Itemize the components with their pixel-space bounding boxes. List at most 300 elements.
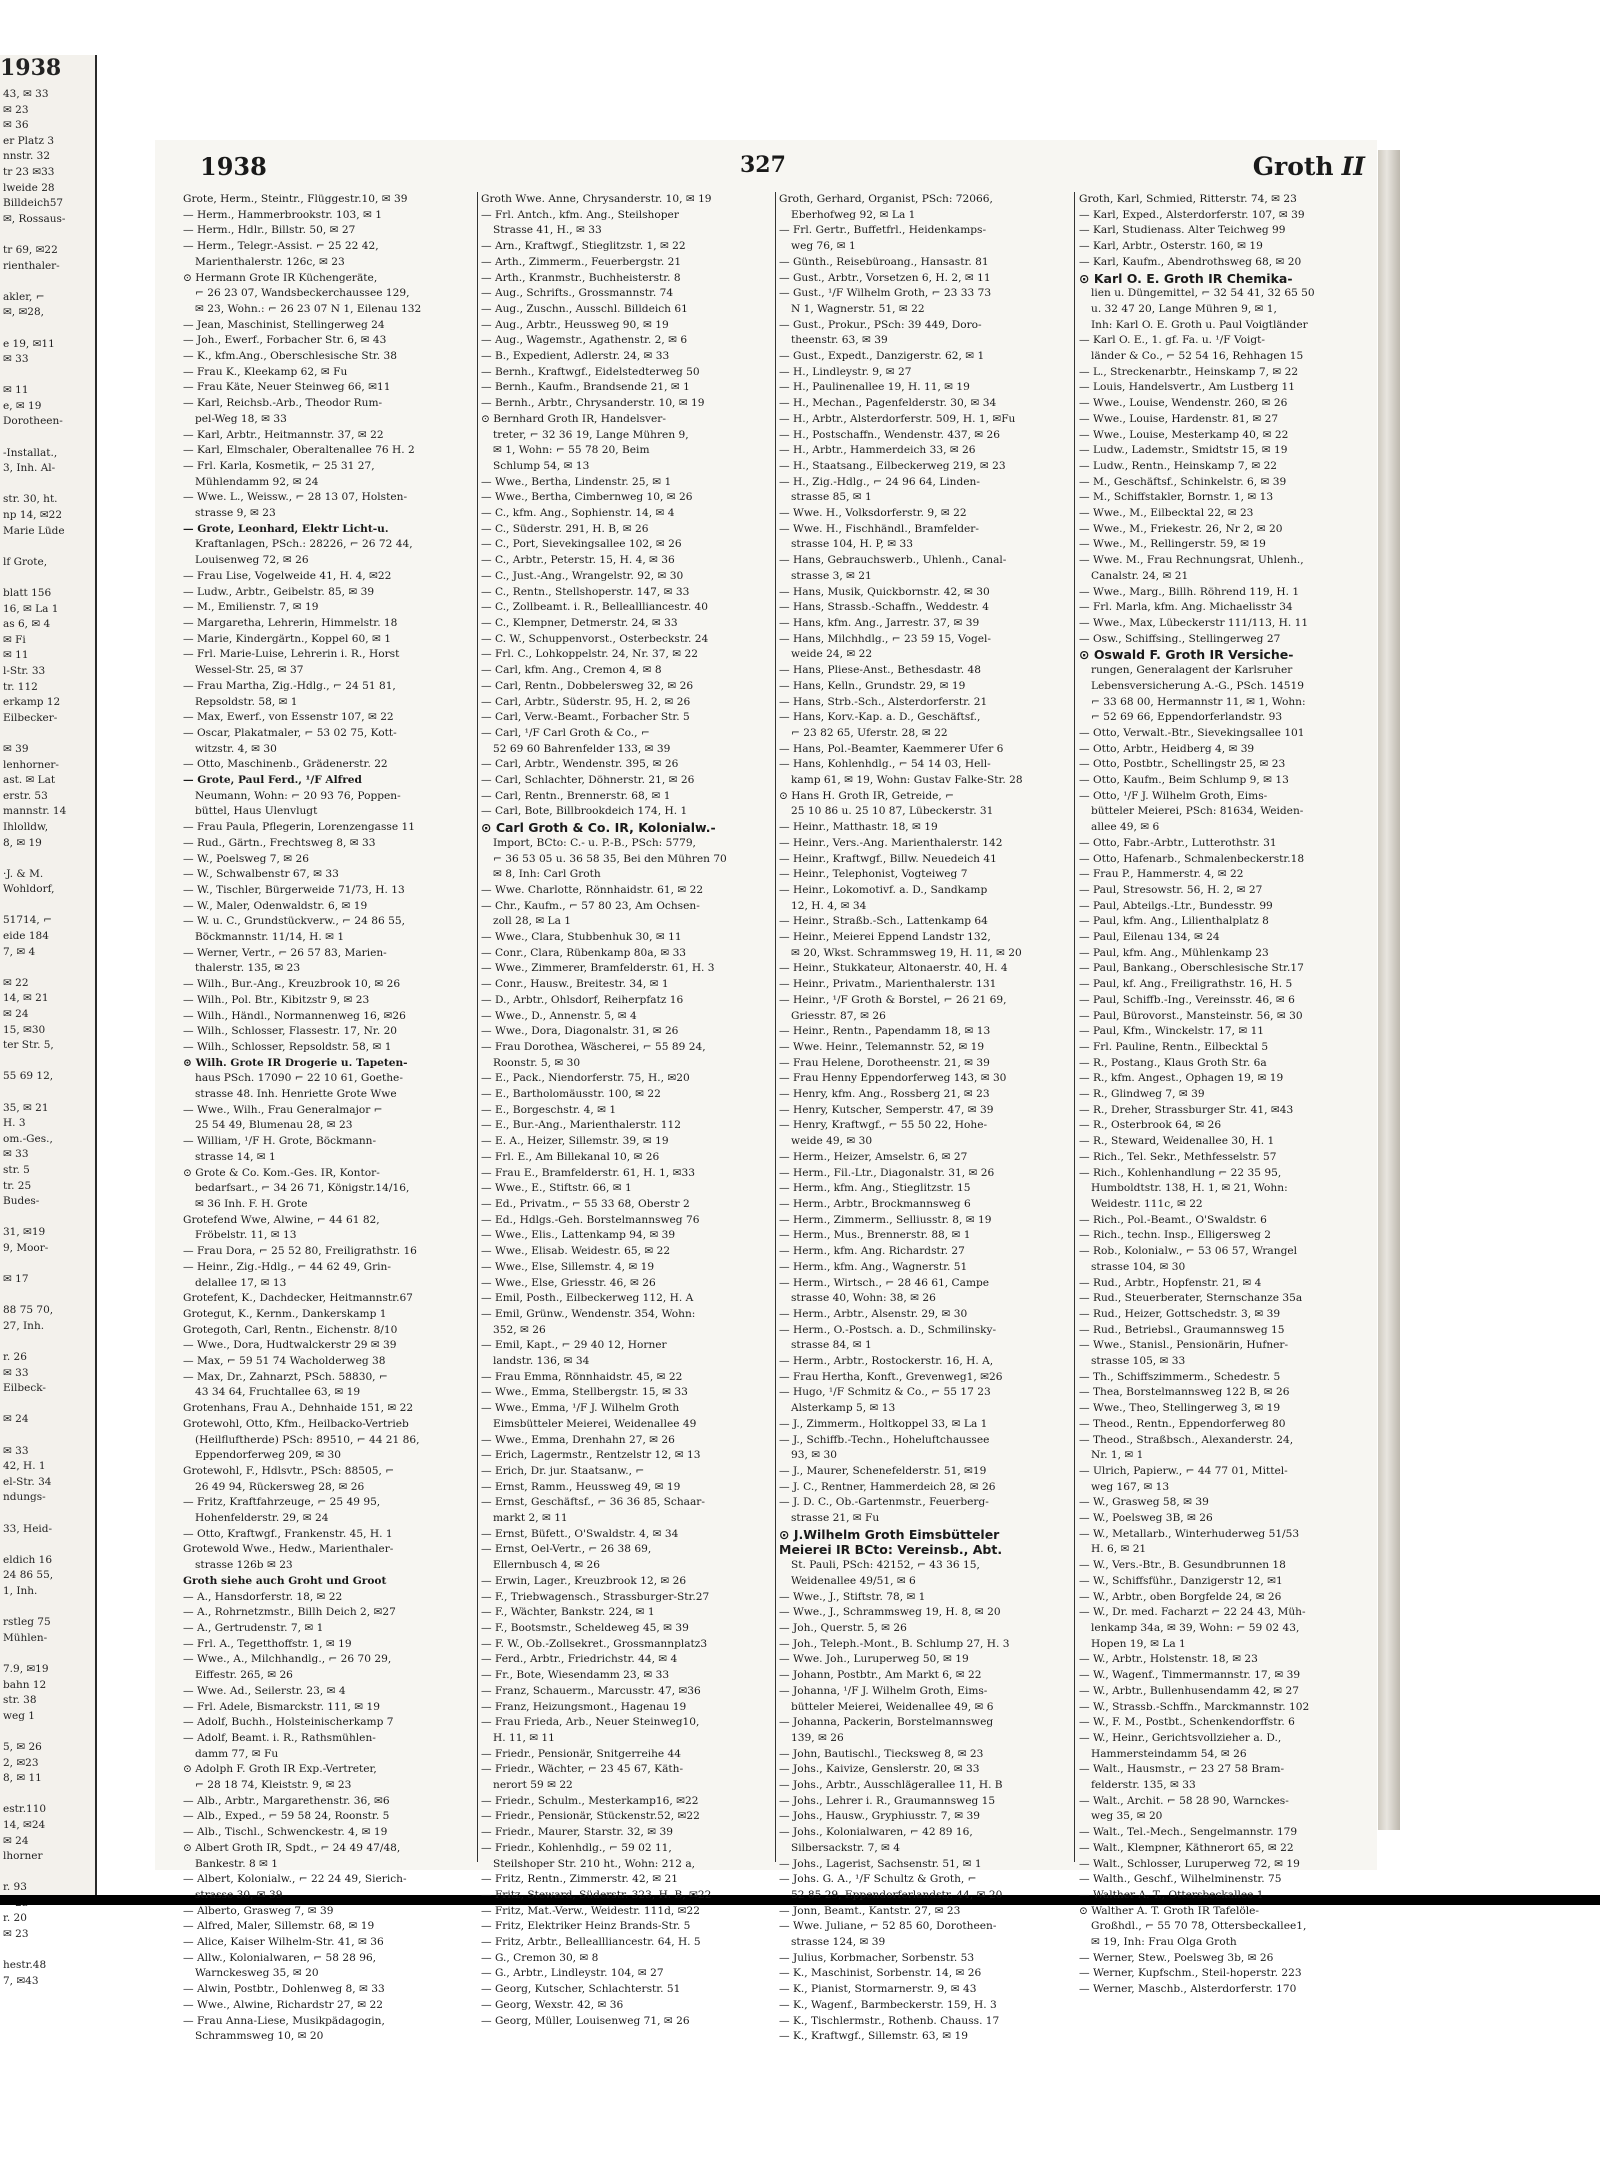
directory-entry: — Johann, Postbtr., Am Markt 6, ✉ 22 (779, 1669, 982, 1682)
directory-entry: — Friedr., Maurer, Starstr. 32, ✉ 39 (481, 1826, 673, 1839)
directory-entry: — Wwe., Else, Griesstr. 46, ✉ 26 (481, 1276, 656, 1289)
entry-continuation: ✉ 1, Wohn: ⌐ 55 78 20, Beim (493, 444, 650, 457)
facing-page-line: Wohldorf, (3, 883, 55, 896)
directory-entry: — Heinr., Privatm., Marienthalerstr. 131 (779, 978, 997, 991)
directory-entry: Grotegoth, Carl, Rentn., Eichenstr. 8/10 (183, 1323, 398, 1336)
directory-entry: — J. D. C., Ob.-Gartenmstr., Feuerberg- (779, 1496, 989, 1509)
directory-entry: — Walth., Geschf., Wilhelminenstr. 75 (1079, 1873, 1282, 1886)
directory-entry: — Wwe. Joh., Luruperweg 50, ✉ 19 (779, 1653, 969, 1666)
directory-entry: — Walther A. T., Ottersbeckallee 1 (1079, 1888, 1264, 1901)
directory-entry: — Alice, Kaiser Wilhelm-Str. 41, ✉ 36 (183, 1936, 384, 1949)
directory-entry: — K., Tischlermstr., Rothenb. Chauss. 17 (779, 2014, 1000, 2027)
facing-page-line (0, 1787, 95, 1803)
entry-continuation: Eimsbütteler Meierei, Weidenallee 49 (493, 1417, 697, 1430)
entry-continuation: strasse 85, ✉ 1 (791, 491, 872, 504)
directory-entry: — Rich., Kohlenhandlung ⌐ 22 35 95, (1079, 1166, 1282, 1179)
facing-page-line: ✉ 24 (3, 1008, 29, 1021)
directory-entry: — C., Port, Sievekingsallee 102, ✉ 26 (481, 538, 682, 551)
directory-entry: — Herm., Mus., Brennerstr. 88, ✉ 1 (779, 1229, 971, 1242)
directory-entry: — Herm., Wirtsch., ⌐ 28 46 61, Campe (779, 1276, 990, 1289)
directory-entry: — Fritz, Steward, Süderstr. 323, H. B, ✉22 (481, 1888, 712, 1901)
entry-continuation: 93, ✉ 30 (791, 1449, 837, 1462)
directory-entry: Groth, Karl, Schmied, Ritterstr. 74, ✉ 23 (1079, 193, 1297, 205)
entry-continuation: Silbersackstr. 7, ✉ 4 (791, 1841, 901, 1854)
directory-entry: — L., Streckenarbtr., Heinskamp 7, ✉ 22 (1079, 365, 1299, 378)
directory-entry: — Johs., Kaivize, Genslerstr. 20, ✉ 33 (779, 1763, 980, 1776)
entry-continuation: rungen, Generalagent der Karlsruher (1091, 664, 1293, 677)
directory-entry: — Rud., Arbtr., Hopfenstr. 21, ✉ 4 (1079, 1276, 1262, 1289)
running-title-name: Groth (1252, 152, 1334, 181)
directory-entry: — Carl, Rentn., Brennerstr. 68, ✉ 1 (481, 789, 671, 802)
directory-entry: — Joh., Teleph.-Mont., B. Schlump 27, H. 3 (779, 1637, 1010, 1650)
directory-entry: — C., Zollbeamt. i. R., Belleallliancestr. 40 (481, 601, 709, 614)
facing-page-line: ✉ 33 (3, 353, 29, 366)
directory-entry: — H., Staatsang., Eilbeckerweg 219, ✉ 23 (779, 459, 1006, 472)
facing-page-line: 24 86 55, (3, 1569, 54, 1582)
directory-entry: — E., Borgeschstr. 4, ✉ 1 (481, 1103, 617, 1116)
directory-entry: — Frau Käte, Neuer Steinweg 66, ✉11 (183, 381, 391, 394)
directory-entry: — Wwe., M., Friekestr. 26, Nr 2, ✉ 20 (1079, 522, 1283, 535)
entry-continuation: Fröbelstr. 11, ✉ 13 (195, 1229, 297, 1242)
directory-entry: — C., Just.-Ang., Wrangelstr. 92, ✉ 30 (481, 569, 684, 582)
entry-continuation: Neumann, Wohn: ⌐ 20 93 76, Poppen- (195, 789, 401, 802)
entry-continuation: markt 2, ✉ 11 (493, 1512, 568, 1525)
directory-entry: — Friedr., Schulm., Mesterkamp16, ✉22 (481, 1794, 699, 1807)
directory-entry: — Johanna, ¹/F J. Wilhelm Groth, Eims- (779, 1684, 988, 1697)
facing-page-line: Ihlolldw, (3, 820, 49, 833)
facing-page-line (0, 1210, 95, 1226)
facing-page-line: ✉ 24 (3, 1834, 29, 1847)
facing-page-line: Eilbeck- (3, 1382, 46, 1395)
directory-entry: — William, ¹/F H. Grote, Böckmann- (183, 1135, 377, 1148)
directory-entry: — Otto, ¹/F J. Wilhelm Groth, Eims- (1079, 789, 1268, 802)
directory-entry: Groth Wwe. Anne, Chrysanderstr. 10, ✉ 19 (481, 193, 712, 205)
entry-continuation: ⌐ 28 18 74, Kleiststr. 9, ✉ 23 (195, 1779, 352, 1792)
directory-entry: — E., Bartholomäusstr. 100, ✉ 22 (481, 1088, 661, 1101)
directory-entry: — C., Rentn., Stellshoperstr. 147, ✉ 33 (481, 585, 690, 598)
directory-entry: — Otto, Hafenarb., Schmalenbeckerstr.18 (1079, 852, 1305, 865)
directory-entry: — Theod., Straßbsch., Alexanderstr. 24, (1079, 1433, 1294, 1446)
facing-page-line (0, 274, 95, 290)
directory-entry: — Walt., Archit. ⌐ 58 28 90, Warnckes- (1079, 1794, 1289, 1807)
directory-entry: — Frau Martha, Zig.-Hdlg., ⌐ 24 51 81, (183, 679, 396, 692)
directory-entry: — Wwe., Louise, Hardenstr. 81, ✉ 27 (1079, 412, 1279, 425)
entry-continuation: 52 85 29, Eppendorferlandstr. 44, ✉ 20 (791, 1888, 1003, 1901)
entry-continuation: Böckmannstr. 11/14, H. ✉ 1 (195, 931, 345, 944)
directory-entry: — Wwe., J., Schrammsweg 19, H. 8, ✉ 20 (779, 1606, 1001, 1619)
directory-entry: — M., Schiffstakler, Bornstr. 1, ✉ 13 (1079, 491, 1274, 504)
directory-entry: — K., Pianist, Stormarnerstr. 9, ✉ 43 (779, 1983, 977, 1996)
entry-continuation: Roonstr. 5, ✉ 30 (493, 1056, 581, 1069)
entry-continuation: nerort 59 ✉ 22 (493, 1779, 573, 1792)
directory-entry: — Karl, Kaufm., Abendrothsweg 68, ✉ 20 (1079, 255, 1302, 268)
directory-entry: — K., Kraftwgf., Sillemstr. 63, ✉ 19 (779, 2030, 968, 2043)
entry-continuation: 43 34 64, Fruchtallee 63, ✉ 19 (195, 1386, 361, 1399)
directory-entry: — Paul, kf. Ang., Freiligrathstr. 16, H. 5 (1079, 978, 1293, 991)
entry-continuation: Repsoldstr. 58, ✉ 1 (195, 695, 298, 708)
entry-continuation: ⌐ 52 69 66, Eppendorferlandstr. 93 (1091, 711, 1283, 724)
directory-entry: — W., Tischler, Bürgerweide 71/73, H. 13 (183, 883, 405, 896)
directory-entry: — Frl. Antch., kfm. Ang., Steilshoper (481, 208, 679, 221)
facing-page-line: Mühlen- (3, 1631, 48, 1644)
directory-entry: — Heinr., Kraftwgf., Billw. Neuedeich 41 (779, 852, 997, 865)
directory-entry: — Chr., Kaufm., ⌐ 57 80 23, Am Ochsen- (481, 899, 700, 912)
facing-page-line (0, 1865, 95, 1881)
facing-page-line: 16, ✉ La 1 (3, 602, 59, 615)
directory-entry: — Wilh., Schlosser, Repsoldstr. 58, ✉ 1 (183, 1040, 392, 1053)
directory-entry: — Rud., Heizer, Gottschedstr. 3, ✉ 39 (1079, 1307, 1281, 1320)
directory-entry: — C., Arbtr., Peterstr. 15, H. 4, ✉ 36 (481, 554, 675, 567)
directory-entry: — Wwe. Charlotte, Rönnhaidstr. 61, ✉ 22 (481, 883, 704, 896)
directory-entry: — Albert, Kolonialw., ⌐ 22 24 49, Sierich- (183, 1873, 407, 1886)
directory-entry: — Ernst, Büfett., O'Swaldstr. 4, ✉ 34 (481, 1527, 679, 1540)
entry-continuation: haus PSch. 17090 ⌐ 22 10 61, Goethe- (195, 1072, 403, 1085)
entry-continuation: Humboldtstr. 138, H. 1, ✉ 21, Wohn: (1091, 1182, 1288, 1195)
directory-entry: — Aug., Zuschn., Ausschl. Billdeich 61 (481, 302, 688, 315)
facing-page-line (0, 1288, 95, 1304)
directory-entry: — Heinr., Rentn., Papendamm 18, ✉ 13 (779, 1025, 991, 1038)
directory-entry: — Franz, Heizungsmont., Hagenau 19 (481, 1700, 687, 1713)
directory-entry: — W., Arbtr., oben Borgfelde 24, ✉ 26 (1079, 1590, 1282, 1603)
directory-entry: — Bernh., Kraftwgf., Eidelstedterweg 50 (481, 365, 700, 378)
entry-continuation: 25 54 49, Blumenau 28, ✉ 23 (195, 1119, 353, 1132)
directory-entry: — Friedr., Pensionär, Stückenstr.52, ✉22 (481, 1810, 700, 1823)
facing-page-line: ✉ 24 (3, 1413, 29, 1426)
directory-entry: — Wilh., Schlosser, Flassestr. 17, Nr. 20 (183, 1025, 398, 1038)
entry-continuation: Kraftanlagen, PSch.: 28226, ⌐ 26 72 44, (195, 538, 413, 551)
directory-entry: — Frau Anna-Liese, Musikpädagogin, (183, 2014, 385, 2027)
directory-entry: — Walt., Klempner, Käthnerort 65, ✉ 22 (1079, 1841, 1294, 1854)
facing-page-line: 9, Moor- (3, 1241, 49, 1254)
directory-entry: — Karl, Arbtr., Heitmannstr. 37, ✉ 22 (183, 428, 384, 441)
directory-entry: — Heinr., Matthastr. 18, ✉ 19 (779, 821, 938, 834)
directory-entry: — W., Schiffsführ., Danzigerstr 12, ✉1 (1079, 1574, 1283, 1587)
directory-entry: — Aug., Wagemstr., Agathenstr. 2, ✉ 6 (481, 334, 688, 347)
facing-page-line: eldich 16 (3, 1553, 52, 1566)
directory-entry: — Bernh., Kaufm., Brandsende 21, ✉ 1 (481, 381, 690, 394)
header-year: 1938 (200, 152, 267, 181)
facing-page-line: bahn 12 (3, 1678, 47, 1691)
entry-continuation: strasse 104, ✉ 30 (1091, 1260, 1186, 1273)
directory-entry: — Joh., Querstr. 5, ✉ 26 (779, 1621, 907, 1634)
directory-entry: — Max, ⌐ 59 51 74 Wacholderweg 38 (183, 1355, 386, 1368)
directory-entry: — Hans, Milchhdlg., ⌐ 23 59 15, Vogel- (779, 632, 991, 645)
directory-entry: — Carl, Arbtr., Süderstr. 95, H. 2, ✉ 26 (481, 695, 691, 708)
directory-entry: — W., Poelsweg 7, ✉ 26 (183, 852, 309, 865)
directory-entry: — Frau Dorothea, Wäscherei, ⌐ 55 89 24, (481, 1040, 706, 1053)
directory-entry: — Paul, kfm. Ang., Lilienthalplatz 8 (1079, 915, 1269, 928)
directory-entry: — C., kfm. Ang., Sophienstr. 14, ✉ 4 (481, 507, 675, 520)
facing-page-line: ast. ✉ Lat (3, 774, 56, 787)
directory-entry: — Wwe. Heinr., Telemannstr. 52, ✉ 19 (779, 1040, 985, 1053)
directory-entry: — Th., Schiffszimmerm., Schedestr. 5 (1079, 1370, 1281, 1383)
directory-entry: — Frl. C., Lohkoppelstr. 24, Nr. 37, ✉ 22 (481, 648, 698, 661)
directory-entry: — Wwe. Juliane, ⌐ 52 85 60, Dorotheen- (779, 1920, 997, 1933)
directory-entry: — A., Gertrudenstr. 7, ✉ 1 (183, 1621, 324, 1634)
running-title (1253, 152, 1365, 181)
directory-entry: — Karl, Elmschaler, Oberaltenallee 76 H. 2 (183, 444, 415, 457)
directory-entry: — Johs., Kolonialwaren, ⌐ 42 89 16, (779, 1826, 973, 1839)
facing-page-line: 43, ✉ 33 (3, 88, 49, 100)
directory-entry: — Paul, Abteilgs.-Ltr., Bundesstr. 99 (1079, 899, 1273, 912)
directory-entry: — Heinr., Stukkateur, Altonaerstr. 40, H. 4 (779, 962, 1008, 975)
entry-continuation: bütteler Meierei, Weidenallee 49, ✉ 6 (791, 1700, 994, 1713)
directory-entry: — Wwe., Elis., Lattenkamp 94, ✉ 39 (481, 1229, 676, 1242)
entry-continuation: ⌐ 26 23 07, Wandsbeckerchaussee 129, (195, 287, 410, 300)
facing-page-line (0, 1054, 95, 1070)
directory-entry: — Osw., Schiffsing., Stellingerweg 27 (1079, 632, 1281, 645)
facing-page-line: 55 69 12, (3, 1070, 54, 1083)
directory-entry: — Carl, Bote, Billbrookdeich 174, H. 1 (481, 805, 688, 818)
directory-entry: — Herm., kfm. Ang., Wagnerstr. 51 (779, 1260, 968, 1273)
directory-entry: — Carl, Arbtr., Wendenstr. 395, ✉ 26 (481, 758, 679, 771)
directory-entry: — Wwe. Ad., Seilerstr. 23, ✉ 4 (183, 1684, 346, 1697)
facing-page-line: tr. 112 (3, 680, 38, 693)
facing-page-line: e 19, ✉11 (3, 337, 55, 350)
directory-entry: — B., Expedient, Adlerstr. 24, ✉ 33 (481, 350, 670, 363)
directory-entry: — R., Osterbrook 64, ✉ 26 (1079, 1119, 1222, 1132)
facing-page-line: weg 1 (3, 1709, 35, 1722)
directory-entry: — Aug., Arbtr., Heussweg 90, ✉ 19 (481, 318, 669, 331)
directory-entry: — W., F. M., Postbt., Schenkendorffstr. 6 (1079, 1716, 1295, 1729)
directory-entry: — Fritz, Rentn., Zimmerstr. 42, ✉ 21 (481, 1873, 679, 1886)
facing-page-line: 14, ✉24 (3, 1818, 46, 1831)
directory-page (155, 140, 1377, 2043)
directory-entry: ⊙ Grote & Co. Kom.-Ges. IR, Kontor- (183, 1166, 380, 1179)
facing-page-line: er Platz 3 (3, 134, 55, 147)
entry-continuation: lien u. Düngemittel, ⌐ 32 54 41, 32 65 50 (1091, 287, 1315, 300)
entry-continuation: weg 167, ✉ 13 (1091, 1480, 1170, 1493)
entry-continuation: büttel, Haus Ulenvlugt (195, 805, 318, 818)
directory-entry: — Karl O. E., 1. gf. Fa. u. ¹/F Voigt- (1079, 334, 1266, 347)
entry-continuation: Import, BCto: C.- u. P.-B., PSch: 5779, (493, 836, 696, 849)
entry-continuation: 12, H. 4, ✉ 34 (791, 899, 867, 912)
facing-page-line (0, 1085, 95, 1101)
directory-entry: — Paul, Kfm., Winckelstr. 17, ✉ 11 (1079, 1025, 1265, 1038)
facing-page-line: ✉ 33 (3, 1366, 29, 1379)
directory-entry: ⊙ Karl O. E. Groth IR Chemika- (1079, 270, 1293, 286)
directory-entry: Grotefent, K., Dachdecker, Heitmannstr.67 (183, 1292, 413, 1305)
facing-page-line (0, 898, 95, 914)
directory-entry: — Herm., O.-Postsch. a. D., Schmilinsky- (779, 1323, 997, 1336)
directory-entry: — Heinr., ¹/F Groth & Borstel, ⌐ 26 21 69, (779, 993, 1007, 1006)
directory-entry: — Wwe., Emma, Drenhahn 27, ✉ 26 (481, 1433, 675, 1446)
entry-continuation: bedarfsart., ⌐ 34 26 71, Königstr.14/16, (195, 1182, 410, 1195)
directory-entry: ⊙ Hans H. Groth IR, Getreide, ⌐ (779, 789, 955, 802)
directory-entry: — Frau K., Kleekamp 62, ✉ Fu (183, 365, 348, 378)
entry-continuation: witzstr. 4, ✉ 30 (195, 742, 277, 755)
directory-entry: — Herm., Arbtr., Brockmannsweg 6 (779, 1198, 971, 1210)
entry-continuation: länder & Co., ⌐ 52 54 16, Rehhagen 15 (1091, 350, 1304, 363)
directory-entry: — Johs. G. A., ¹/F Schultz & Groth, ⌐ (779, 1873, 977, 1886)
directory-entry: — Karl, Arbtr., Osterstr. 160, ✉ 19 (1079, 240, 1263, 253)
directory-entry: — Herm., kfm. Ang., Stieglitzstr. 15 (779, 1182, 971, 1195)
facing-page-line: ✉ 23 (3, 103, 29, 116)
directory-entry: — Erwin, Lager., Kreuzbrook 12, ✉ 26 (481, 1574, 687, 1587)
directory-entry: — Rich., Pol.-Beamt., O'Swaldstr. 6 (1079, 1213, 1267, 1226)
entry-continuation: Warnckesweg 35, ✉ 20 (195, 1967, 319, 1980)
facing-page-line (0, 1506, 95, 1522)
directory-entry: — Ludw., Arbtr., Geibelstr. 85, ✉ 39 (183, 585, 375, 598)
directory-entry: — Aug., Schrifts., Grossmannstr. 74 (481, 287, 674, 300)
directory-entry: — Herm., Heizer, Amselstr. 6, ✉ 27 (779, 1150, 968, 1163)
directory-entry: — Rud., Steuerberater, Sternschanze 35a (1079, 1292, 1303, 1305)
directory-entry: — Hans, Pliese-Anst., Bethesdastr. 48 (779, 664, 981, 677)
facing-page-line: mannstr. 14 (3, 805, 67, 818)
entry-continuation: strasse 126b ✉ 23 (195, 1559, 293, 1572)
directory-entry: — Frl. Gertr., Buffetfrl., Heidenkamps- (779, 224, 987, 237)
facing-page-line (0, 321, 95, 337)
directory-entry: — Marie, Kindergärtn., Koppel 60, ✉ 1 (183, 632, 391, 645)
directory-entry: — Franz, Schauerm., Marcusstr. 47, ✉36 (481, 1684, 701, 1697)
directory-entry: Grotefend Wwe, Alwine, ⌐ 44 61 82, (183, 1213, 380, 1226)
directory-entry: ⊙ Bernhard Groth IR, Handelsver- (481, 412, 666, 425)
directory-entry: — Alwin, Postbtr., Dohlenweg 8, ✉ 33 (183, 1983, 385, 1996)
entry-continuation: Schlump 54, ✉ 13 (493, 459, 590, 472)
facing-page-line: 88 75 70, (3, 1304, 54, 1317)
directory-entry: — Erich, Lagermstr., Rentzelstr 12, ✉ 13 (481, 1449, 701, 1462)
facing-page-line: Billdeich57 (3, 197, 64, 210)
facing-page-line: ✉ 11 (3, 384, 29, 397)
directory-entry: — W., Dr. med. Facharzt ⌐ 22 24 43, Müh- (1079, 1606, 1306, 1619)
directory-entry: — R., Postang., Klaus Groth Str. 6a (1079, 1056, 1267, 1069)
directory-entry: — Hans, Strassb.-Schaffn., Weddestr. 4 (779, 601, 989, 614)
directory-entry: — Heinr., Lokomotivf. a. D., Sandkamp (779, 883, 988, 896)
directory-entry: — Hans, Musik, Quickbornstr. 42, ✉ 30 (779, 585, 990, 598)
directory-entry: — Walt., Hausmstr., ⌐ 23 27 58 Bram- (1079, 1763, 1285, 1776)
column-rule (477, 192, 478, 1862)
entry-continuation: Schrammsweg 10, ✉ 20 (195, 2030, 324, 2043)
directory-entry: — Arth., Zimmerm., Feuerbergstr. 21 (481, 255, 682, 268)
entry-continuation: felderstr. 135, ✉ 33 (1091, 1779, 1196, 1792)
facing-page-line: ✉ 11 (3, 649, 29, 662)
directory-entry: Meierei IR BCto: Vereinsb., Abt. (779, 1542, 1003, 1558)
directory-entry: — W., Vers.-Btr., B. Gesundbrunnen 18 (1079, 1559, 1286, 1572)
entry-continuation: weg 35, ✉ 20 (1091, 1810, 1163, 1823)
directory-entry: — Allw., Kolonialwaren, ⌐ 58 28 96, (183, 1951, 377, 1964)
facing-page-line: Eilbecker- (3, 711, 58, 724)
directory-entry: — Johanna, Packerin, Borstelmannsweg (779, 1716, 994, 1729)
directory-entry: — Max, Ewerf., von Essenstr 107, ✉ 22 (183, 711, 394, 724)
entry-continuation: ✉ 23, Wohn.: ⌐ 26 23 07 N 1, Eilenau 132 (195, 302, 422, 315)
directory-entry: — Herm., Fil.-Ltr., Diagonalstr. 31, ✉ 26 (779, 1166, 995, 1179)
directory-entry: ⊙ Albert Groth IR, Spdt., ⌐ 24 49 47/48, (183, 1841, 401, 1854)
directory-entry: — Wilh., Bur.-Ang., Kreuzbrook 10, ✉ 26 (183, 978, 401, 991)
entry-continuation: Eiffestr. 265, ✉ 26 (195, 1669, 293, 1682)
directory-entry: — Max, Dr., Zahnarzt, PSch. 58830, ⌐ (183, 1370, 388, 1383)
facing-page-line: ✉ 33 (3, 1148, 29, 1161)
directory-entry: — Paul, kfm. Ang., Mühlenkamp 23 (1079, 946, 1269, 959)
directory-entry: — Karl, Exped., Alsterdorferstr. 107, ✉ 39 (1079, 208, 1305, 221)
facing-page-line (0, 960, 95, 976)
directory-entry: — Werner, Maschb., Alsterdorferstr. 170 (1079, 1983, 1297, 1996)
directory-entry: — Wwe., J., Stiftstr. 78, ✉ 1 (779, 1590, 926, 1603)
column-rule (775, 192, 776, 1862)
column-rule (1074, 192, 1075, 1862)
directory-entry: — W., Arbtr., Bullenhusendamm 42, ✉ 27 (1079, 1684, 1299, 1697)
directory-entry: — Frl. Adele, Bismarckstr. 111, ✉ 19 (183, 1700, 380, 1713)
directory-entry: Grotewold Wwe., Hedw., Marienthaler- (183, 1543, 394, 1556)
directory-entry: — Grote, Paul Ferd., ¹/F Alfred (183, 774, 362, 787)
entry-continuation: Canalstr. 24, ✉ 21 (1091, 569, 1189, 582)
entry-continuation: Griesstr. 87, ✉ 26 (791, 1009, 886, 1022)
directory-entry: — Wwe. H., Fischhändl., Bramfelder- (779, 522, 979, 535)
facing-page-line (0, 1257, 95, 1273)
page-number: 327 (740, 152, 786, 178)
directory-entry: — Frl. Karla, Kosmetik, ⌐ 25 31 27, (183, 459, 375, 472)
facing-page-line: erstr. 53 (3, 789, 48, 802)
directory-columns (183, 192, 1373, 2043)
directory-entry: — F., Bootsmstr., Scheldeweg 45, ✉ 39 (481, 1621, 689, 1634)
entry-continuation: weg 76, ✉ 1 (791, 240, 856, 253)
facing-page-line: as 6, ✉ 4 (3, 618, 51, 631)
directory-entry: — R., Glindweg 7, ✉ 39 (1079, 1088, 1205, 1101)
directory-entry: — Wwe., Alwine, Richardstr 27, ✉ 22 (183, 1998, 383, 2011)
directory-entry: — Frau Frieda, Arb., Neuer Steinweg10, (481, 1716, 700, 1729)
directory-entry: — Johs., Hausw., Gryphiusstr. 7, ✉ 39 (779, 1810, 980, 1823)
entry-continuation: Hohenfelderstr. 29, ✉ 24 (195, 1512, 329, 1525)
facing-page-line: ✉ 22 (3, 976, 29, 989)
directory-entry: — J., Schiffb.-Techn., Hoheluftchaussee (779, 1433, 990, 1446)
directory-entry: — Wwe., Louise, Mesterkamp 40, ✉ 22 (1079, 428, 1289, 441)
facing-page-line: ✉ Fi (3, 633, 26, 646)
directory-entry: — J., Zimmerm., Holtkoppel 33, ✉ La 1 (779, 1417, 988, 1430)
directory-entry: — F. W., Ob.-Zollsekret., Grossmannplatz3 (481, 1637, 708, 1650)
facing-page-line: 33, Heid- (3, 1522, 53, 1535)
facing-page-line: lhorner (3, 1850, 43, 1863)
directory-entry: — W., Grasweg 58, ✉ 39 (1079, 1496, 1209, 1509)
directory-entry: — Heinr., Zig.-Hdlg., ⌐ 44 62 49, Grin- (183, 1260, 391, 1273)
entry-continuation: ⌐ 33 68 00, Hermannstr 11, ✉ 1, Wohn: (1091, 695, 1306, 708)
entry-continuation: ✉ 36 Inh. F. H. Grote (195, 1198, 308, 1210)
column-1 (183, 192, 473, 2043)
directory-entry: — Wwe., Clara, Stubbenhuk 30, ✉ 11 (481, 931, 682, 944)
facing-page-fragment (0, 55, 97, 1987)
entry-continuation: Eppendorferweg 209, ✉ 30 (195, 1449, 342, 1462)
facing-page-line: ✉, ✉28, (3, 306, 44, 319)
facing-page-line: ✉ 23 (3, 1928, 29, 1941)
directory-entry: — Frau Emma, Rönnhaidstr. 45, ✉ 22 (481, 1370, 683, 1383)
entry-continuation: strasse 104, H. P, ✉ 33 (791, 538, 913, 551)
entry-continuation: Marienthalerstr. 126c, ✉ 23 (195, 255, 345, 268)
directory-entry: — Wwe. M., Frau Rechnungsrat, Uhlenh., (1079, 554, 1304, 567)
entry-continuation: N 1, Wagnerstr. 51, ✉ 22 (791, 302, 925, 315)
entry-continuation: Alsterkamp 5, ✉ 13 (791, 1402, 896, 1415)
directory-entry: — Otto, Arbtr., Heidberg 4, ✉ 39 (1079, 742, 1255, 755)
facing-page-line (0, 851, 95, 867)
facing-page-line (0, 1428, 95, 1444)
directory-entry: — Friedr., Wächter, ⌐ 23 45 67, Käth- (481, 1763, 684, 1776)
directory-entry: — Wwe. L., Weissw., ⌐ 28 13 07, Holsten- (183, 491, 408, 504)
directory-entry: — H., Mechan., Pagenfelderstr. 30, ✉ 34 (779, 397, 997, 410)
directory-entry: — E. A., Heizer, Sillemstr. 39, ✉ 19 (481, 1135, 669, 1148)
directory-entry: — Herm., Hammerbrookstr. 103, ✉ 1 (183, 208, 382, 221)
page-header (200, 152, 1365, 186)
entry-continuation: (Heilfluftherde) PSch: 89510, ⌐ 44 21 86, (195, 1433, 420, 1446)
directory-entry: — Ed., Hdlgs.-Geh. Borstelmannsweg 76 (481, 1213, 700, 1226)
entry-continuation: strasse 9, ✉ 23 (195, 507, 276, 520)
entry-continuation: 139, ✉ 26 (791, 1731, 844, 1744)
entry-continuation: weide 49, ✉ 30 (791, 1135, 873, 1148)
directory-entry: — Frl. A., Tegetthoffstr. 1, ✉ 19 (183, 1637, 352, 1650)
directory-entry: — Frau Henny Eppendorferweg 143, ✉ 30 (779, 1072, 1007, 1085)
directory-entry: — Gust., Expedt., Danzigerstr. 62, ✉ 1 (779, 350, 985, 363)
entry-continuation: allee 49, ✉ 6 (1091, 821, 1160, 834)
directory-entry: — Carl, ¹/F Carl Groth & Co., ⌐ (481, 726, 650, 739)
facing-page-line: 42, H. 1 (3, 1460, 46, 1473)
facing-page-line: akler, ⌐ (3, 290, 45, 303)
directory-entry: — Wwe., E., Stiftstr. 66, ✉ 1 (481, 1182, 632, 1195)
